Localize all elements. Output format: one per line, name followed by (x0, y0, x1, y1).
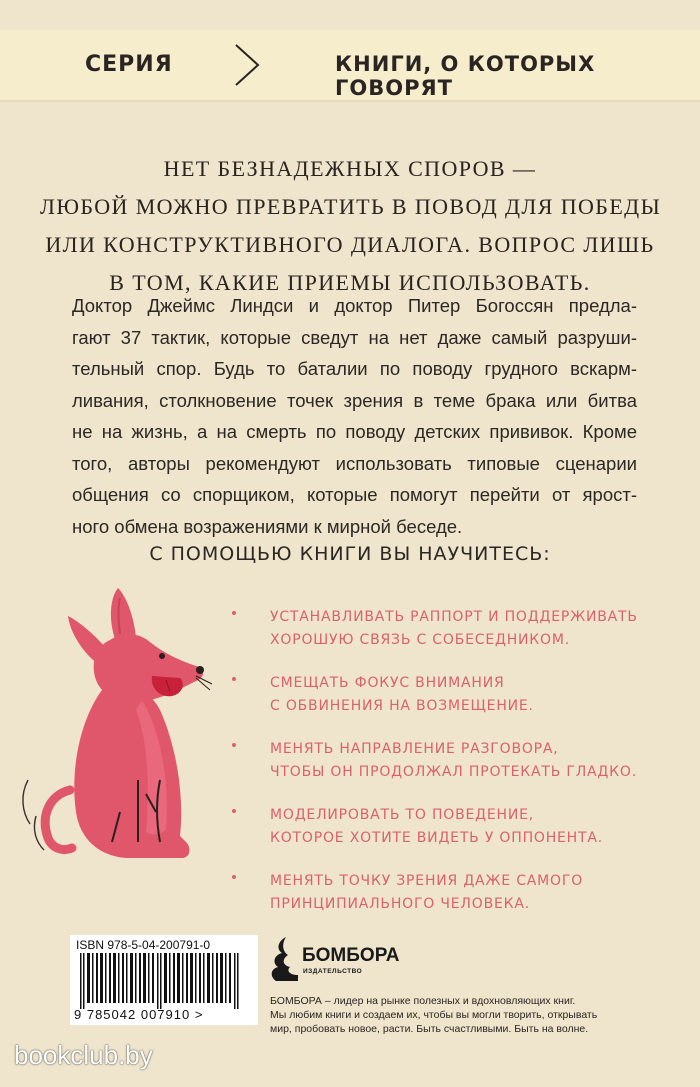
paragraph-line: общения со спорщиком, которые помогут перейти от ярост- (72, 484, 637, 505)
publisher-desc-line: мир, пробовать новое, расти. Быть счастливыми. Быть на волне. (270, 1023, 589, 1035)
benefit-line: КОТОРОЕ ХОТИТЕ ВИДЕТЬ У ОППОНЕНТА. (270, 830, 603, 846)
bullet-icon (232, 875, 236, 879)
publisher-description (270, 994, 690, 1036)
benefit-line: ХОРОШУЮ СВЯЗЬ С СОБЕСЕДНИКОМ. (270, 632, 570, 648)
bullet-icon (232, 809, 236, 813)
benefit-line: МЕНЯТЬ НАПРАВЛЕНИЕ РАЗГОВОРА, (270, 741, 559, 757)
paragraph-line: ного обмена возражениями к мирной беседе. (72, 515, 463, 537)
benefit-line: УСТАНАВЛИВАТЬ РАППОРТ И ПОДДЕРЖИВАТЬ (270, 609, 638, 625)
benefit-line: ПРИНЦИПИАЛЬНОГО ЧЕЛОВЕКА. (270, 896, 530, 912)
paragraph-line: не на жизнь, а на смерть по поводу детских прививок. Кроме (72, 421, 637, 442)
list-item (232, 738, 692, 784)
bombora-wave-icon (268, 935, 300, 983)
headline-line: НЕТ БЕЗНАДЕЖНЫХ СПОРОВ — (163, 156, 537, 181)
benefit-line: МОДЕЛИРОВАТЬ ТО ПОВЕДЕНИЕ, (270, 807, 535, 823)
series-title: КНИГИ, О КОТОРЫХ ГОВОРЯТ (335, 52, 596, 100)
learn-heading: С ПОМОЩЬЮ КНИГИ ВЫ НАУЧИТЕСЬ: (149, 543, 551, 565)
benefit-line: СМЕЩАТЬ ФОКУС ВНИМАНИЯ (270, 675, 505, 691)
list-item (232, 672, 692, 718)
publisher-name: БОМБОРА (302, 945, 400, 966)
paragraph-line: тельный спор. Будь то баталии по поводу грудного вскарм- (72, 358, 637, 379)
list-item (232, 606, 692, 652)
barcode-bars-icon (76, 953, 252, 1009)
headline-line: В ТОМ, КАКИЕ ПРИЕМЫ ИСПОЛЬЗОВАТЬ. (109, 270, 591, 295)
benefit-line: МЕНЯТЬ ТОЧКУ ЗРЕНИЯ ДАЖЕ САМОГО (270, 873, 584, 889)
publisher-subtitle: ИЗДАТЕЛЬСТВО (303, 968, 363, 975)
list-item (232, 804, 692, 850)
series-bar (0, 30, 700, 102)
barcode (70, 935, 258, 1025)
chevron-right-icon (232, 42, 262, 88)
paragraph-line: гают 37 тактик, которые сведут на нет даже самый разруши- (72, 326, 637, 348)
list-item (232, 870, 692, 916)
headline-line: ИЛИ КОНСТРУКТИВНОГО ДИАЛОГА. ВОПРОС ЛИШЬ (45, 232, 655, 257)
watermark: bookclub.by (14, 1040, 153, 1070)
benefit-line: С ОБВИНЕНИЯ НА ВОЗМЕЩЕНИЕ. (270, 698, 534, 714)
paragraph-line: ливания, столкновение точек зрения в теме брака или битва (72, 389, 637, 411)
publisher-logo (268, 935, 408, 985)
isbn-label: ISBN 978-5-04-200791-0 (76, 938, 211, 952)
benefit-text (270, 804, 692, 850)
benefit-line: ЧТОБЫ ОН ПРОДОЛЖАЛ ПРОТЕКАТЬ ГЛАДКО. (270, 764, 637, 780)
paragraph-line: Доктор Джеймс Линдси и доктор Питер Богоссян предла- (72, 295, 637, 316)
publisher-desc-line: Мы любим книги и создаем их, чтобы вы могли творить, открывать (270, 1009, 598, 1021)
isbn-digits: 9 785042 007910 > (74, 1007, 204, 1022)
bullet-icon (232, 677, 236, 681)
benefit-text (270, 606, 692, 652)
benefit-text (270, 870, 692, 916)
description-paragraph (72, 290, 637, 542)
benefits-list (232, 606, 692, 936)
publisher-desc-line: БОМБОРА – лидер на рынке полезных и вдохновляющих книг. (270, 995, 576, 1007)
paragraph-line: того, авторы рекомендуют использовать типовые сценарии (72, 452, 637, 474)
headline (40, 150, 660, 302)
bullet-icon (232, 743, 236, 747)
pink-dog-icon (10, 580, 230, 870)
headline-line: ЛЮБОЙ МОЖНО ПРЕВРАТИТЬ В ПОВОД ДЛЯ ПОБЕДЫ (40, 194, 662, 219)
benefit-text (270, 738, 692, 784)
benefit-text (270, 672, 692, 718)
series-label: СЕРИЯ (85, 52, 173, 77)
bullet-icon (232, 611, 236, 615)
